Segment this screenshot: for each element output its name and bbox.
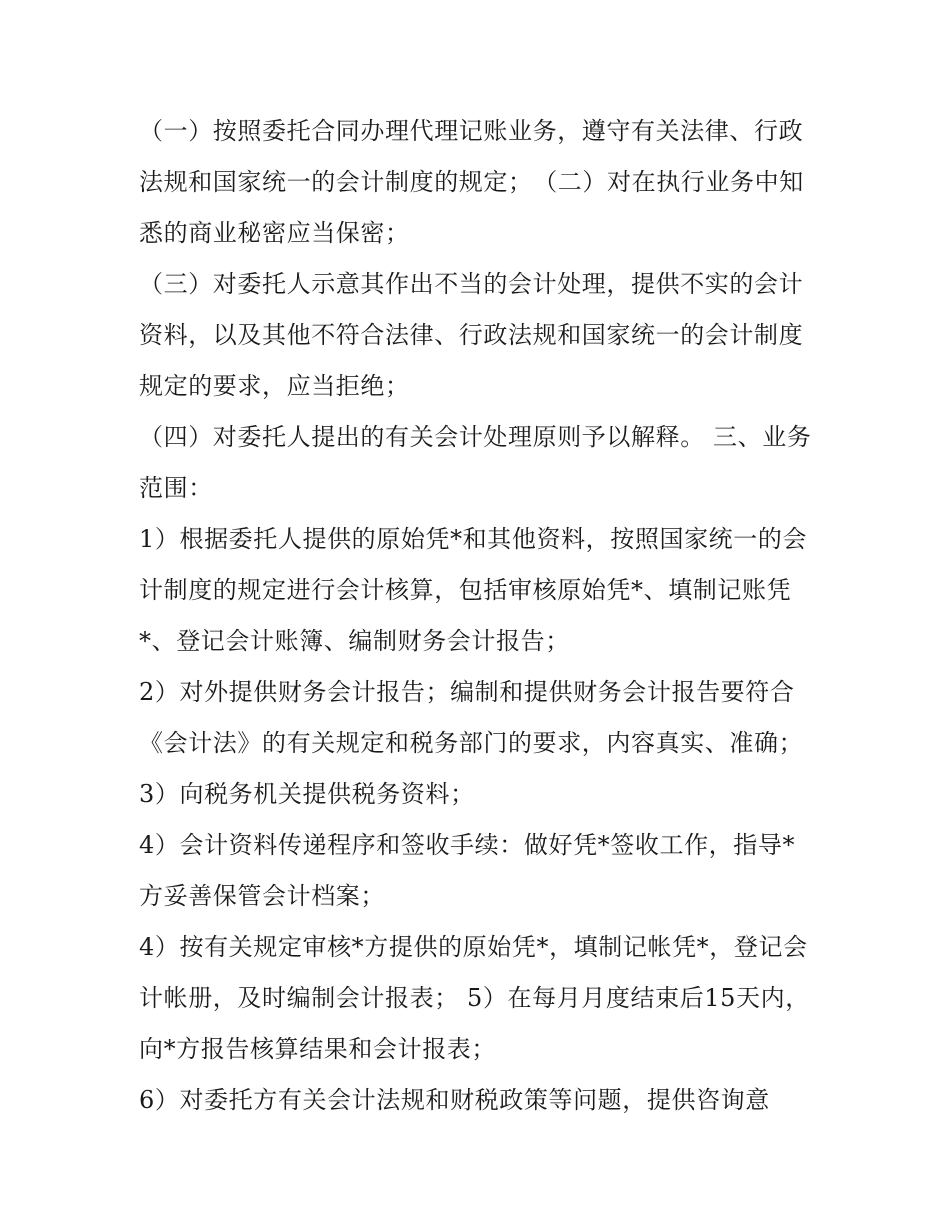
paragraph-scope-1: 1）根据委托人提供的原始凭*和其他资料，按照国家统一的会计制度的规定进行会计核算，包括审核原始凭*、填制记账凭*、登记会计账簿、编制财务会计报告； (139, 525, 808, 655)
paragraph-duty-3: （三）对委托人示意其作出不当的会计处理，提供不实的会计资料，以及其他不符合法律、行政法规和国家统一的会计制度规定的要求，应当拒绝； (139, 270, 804, 400)
paragraph-scope-6: 6）对委托方有关会计法规和财税政策等问题，提供咨询意 (139, 1086, 770, 1114)
paragraph-scope-2: 2）对外提供财务会计报告；编制和提供财务会计报告要符合《会计法》的有关规定和税务部门的要求，内容真实、准确； (139, 678, 804, 757)
document-body (139, 106, 819, 1126)
paragraph-scope-4b-5: 4）按有关规定审核*方提供的原始凭*，填制记帐凭*，登记会计帐册，及时编制会计报表； 5）在每月月度结束后15天内，向*方报告核算结果和会计报表； (139, 933, 810, 1063)
paragraph-scope-3: 3）向税务机关提供税务资料； (139, 780, 475, 808)
paragraph-duty-1-2: （一）按照委托合同办理代理记账业务，遵守有关法律、行政法规和国家统一的会计制度的规定； （二）对在执行业务中知悉的商业秘密应当保密； (139, 117, 804, 247)
paragraph-scope-4a: 4）会计资料传递程序和签收手续：做好凭*签收工作，指导*方妥善保管会计档案； (139, 831, 796, 910)
paragraph-duty-4-scope-heading: （四）对委托人提出的有关会计处理原则予以解释。 三、业务范围： (139, 423, 812, 502)
